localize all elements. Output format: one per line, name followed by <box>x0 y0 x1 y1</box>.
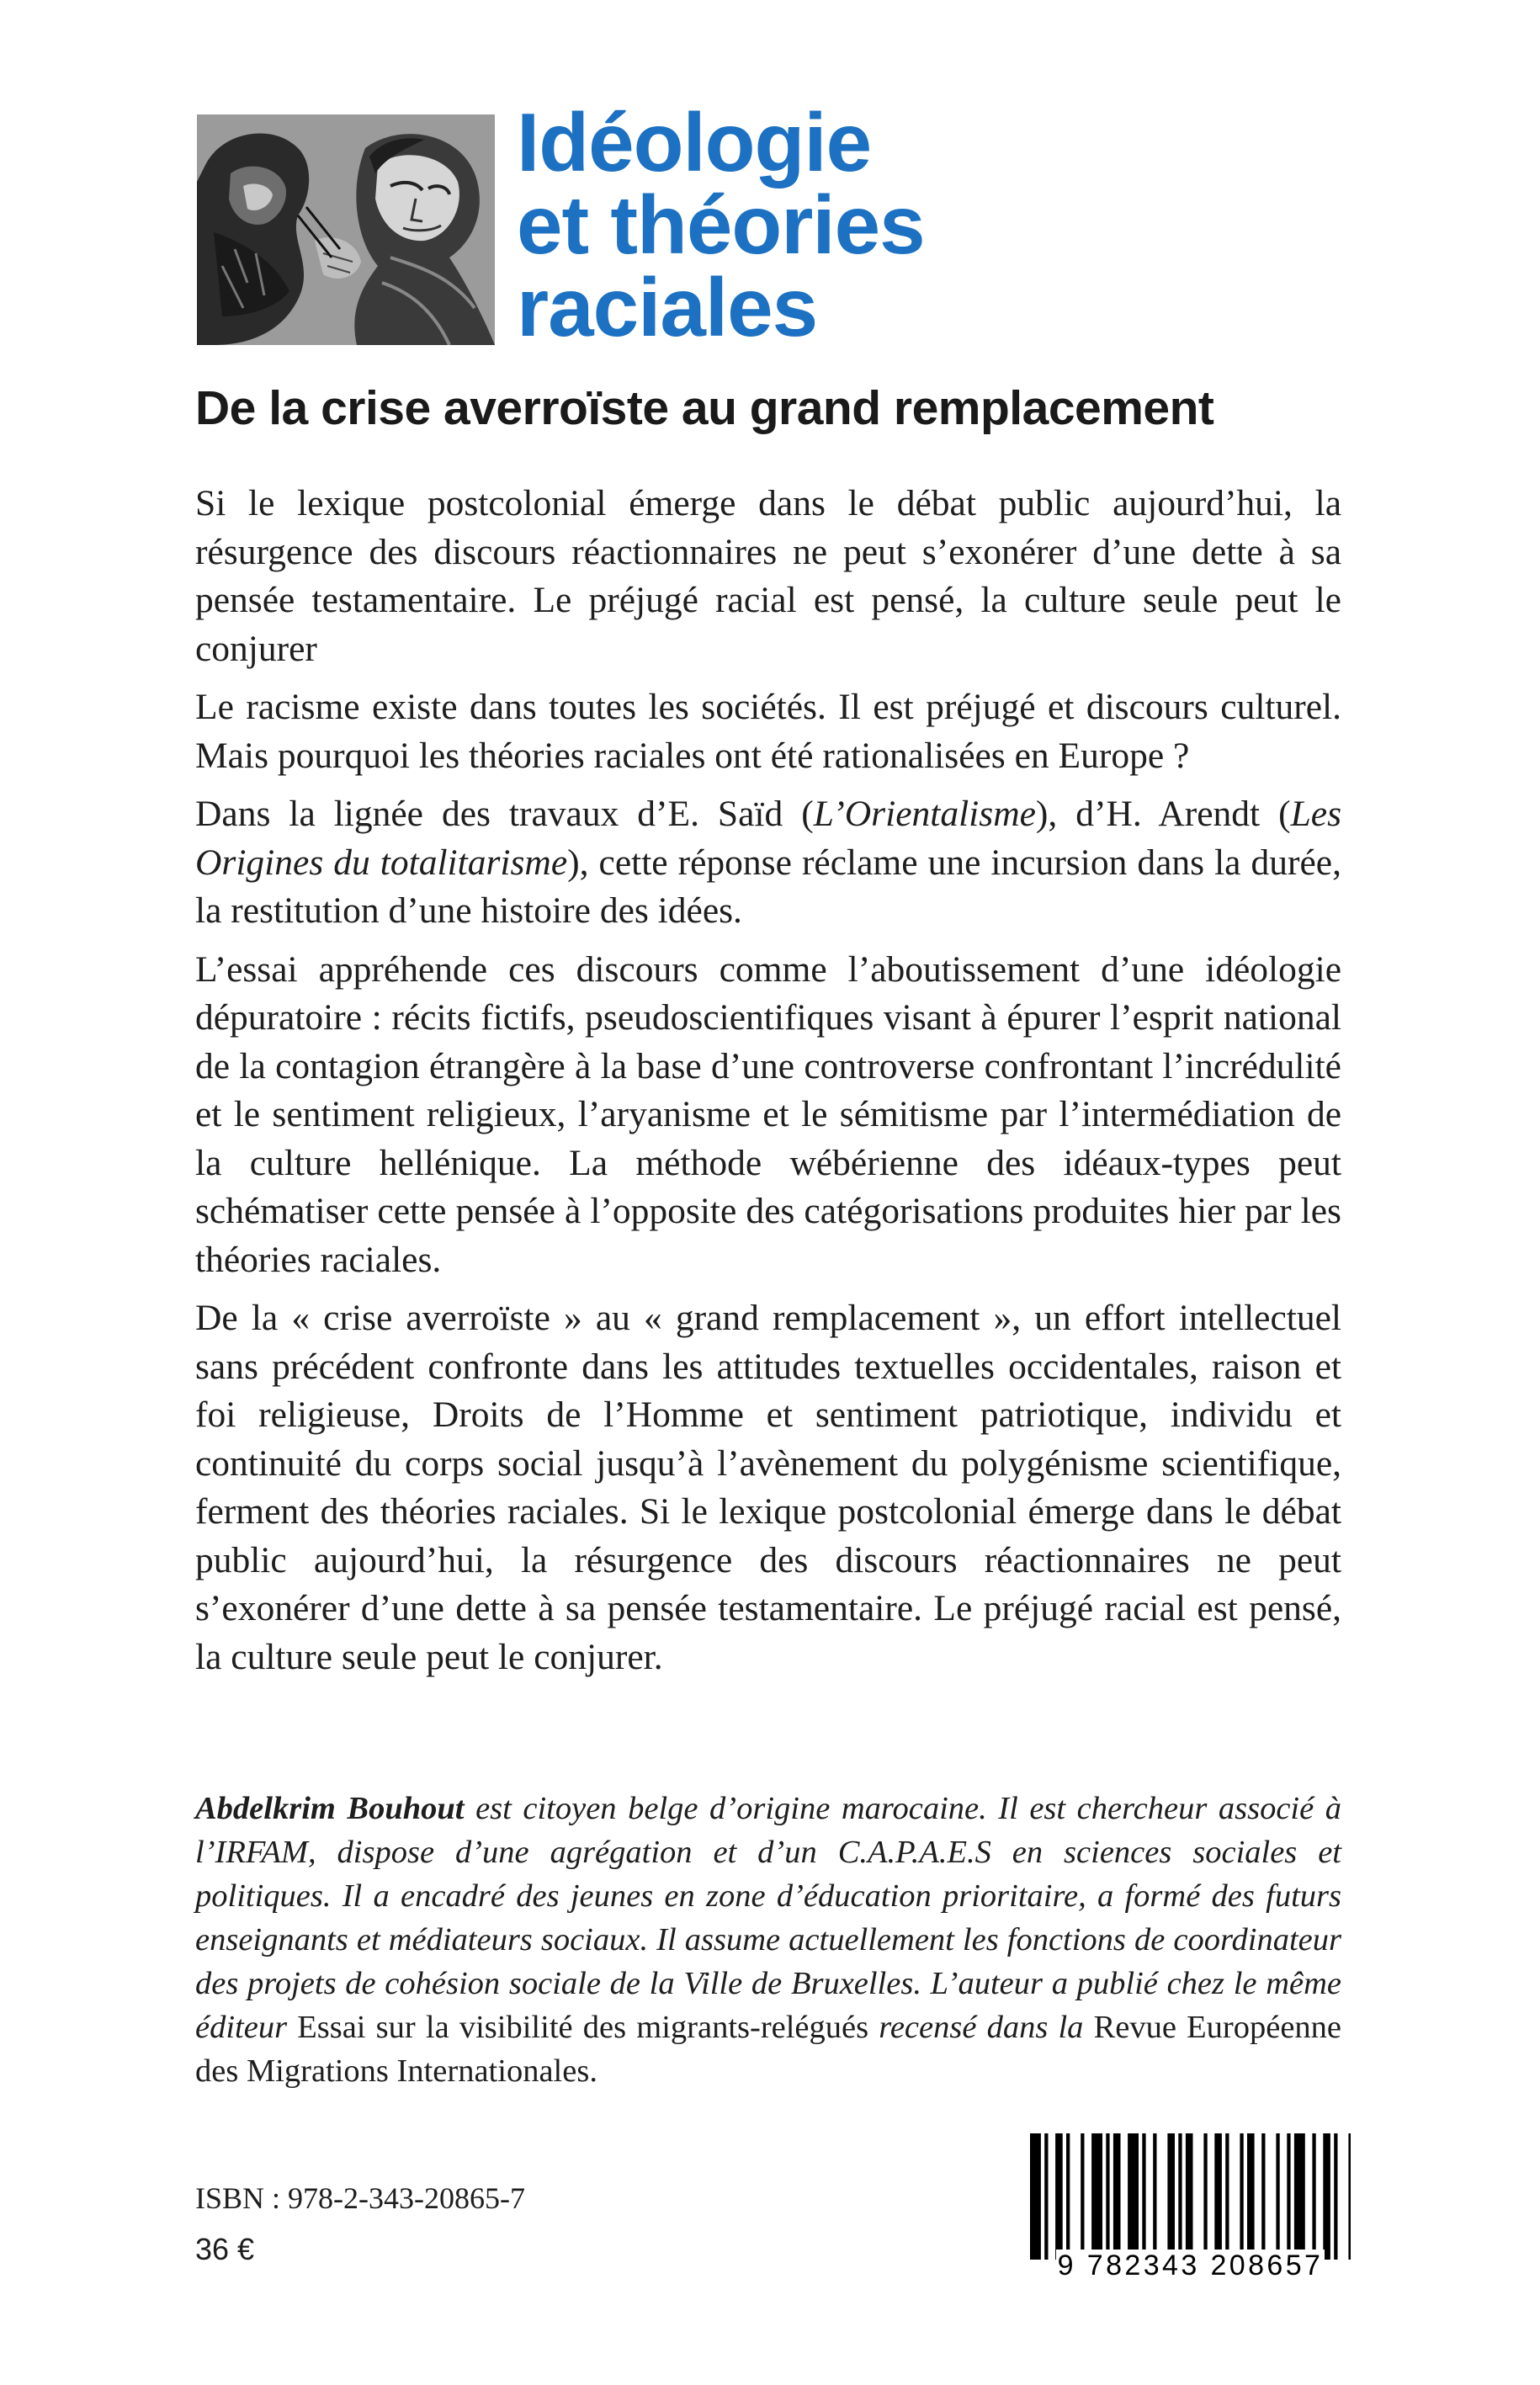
barcode-bar <box>1323 2133 1330 2260</box>
p3-book-orientalisme: L’Orientalisme <box>813 794 1036 834</box>
barcode-bar <box>1167 2133 1175 2260</box>
engraving-figures-image <box>197 114 495 345</box>
author-biography <box>195 1787 1341 2093</box>
barcode-bar <box>1203 2133 1207 2260</box>
barcode-bar <box>1225 2133 1229 2260</box>
barcode-bar <box>1055 2133 1063 2260</box>
price: 36 € <box>195 2232 255 2266</box>
title-line-3: raciales <box>517 261 818 353</box>
barcode-bar <box>1066 2133 1070 2260</box>
barcode-bar <box>1106 2133 1109 2260</box>
bio-text-3: . <box>589 2053 597 2089</box>
barcode-bar <box>1276 2133 1279 2260</box>
barcode-bar <box>1214 2133 1222 2260</box>
bio-text-1: est citoyen belge d’origine marocaine. Il est chercheur associé à l’IRFAM, dispose d’une agrégation et d’un C.A.P.A.E.S en sciences sociales et politiques. Il a encadré des jeunes en zone d’éducation prioritaire, a formé des futurs enseignants et médiateurs sociaux. Il assume actuellement les fonctions de coordinateur des projets de cohésion sociale de la Ville de Bruxelles. L’auteur a publié chez le même éditeur <box>195 1791 1342 2045</box>
p3-text-a: Dans la lignée des travaux d’E. Saïd ( <box>195 794 814 834</box>
barcode-bar <box>1081 2133 1084 2260</box>
book-title <box>517 96 1358 353</box>
barcode-bar <box>1153 2133 1156 2260</box>
bio-book-title: Essai sur la visibilité des migrants-relégués <box>297 2010 869 2045</box>
cover-illustration <box>197 114 495 345</box>
p3-text-c: ), d’H. Arendt ( <box>1035 794 1291 834</box>
back-cover-text <box>195 480 1341 1692</box>
isbn-number: ISBN : 978-2-343-20865-7 <box>195 2181 525 2215</box>
bio-text-2: recensé dans la <box>868 2010 1094 2045</box>
barcode-bar <box>1312 2133 1315 2260</box>
paragraph-4: L’essai appréhende ces discours comme l’aboutissement d’une idéologie dépuratoire : récits fictifs, pseudoscientifiques visant à épurer l’esprit national de la contagion étrangère à la base d’une controverse confrontant l’incrédulité et le sentiment religieux, l’aryanisme et le sémitisme par l’intermédiation de la culture hellénique. La méthode wébérienne des idéaux-types peut schématiser cette pensée à l’opposite des catégorisations produites hier par les théories raciales. <box>195 948 1341 1280</box>
barcode-bar <box>1334 2133 1337 2260</box>
barcode-bar <box>1091 2133 1102 2260</box>
paragraph-5: De la « crise averroïste » au « grand remplacement », un effort intellectuel sans précédent confronte dans les attitudes textuelles occidentales, raison et foi religieuse, Droits de l’Homme et sentiment patriotique, individu et continuité du corps social jusqu’à l’avènement du polygénisme scientifique, ferment des théories raciales. Si le lexique postcolonial émerge dans le débat public aujourd’hui, la résurgence des discours réactionnaires ne peut s’exonérer d’une dette à sa pensée testamentaire. Le préjugé racial est pensé, la culture seule peut le conjurer. <box>195 1298 1341 1677</box>
paragraph-3 <box>195 790 1341 936</box>
barcode-bar <box>1178 2133 1182 2260</box>
barcode-bar <box>1030 2133 1041 2260</box>
bio-journal-title: Revue Européenne des Migrations Internationales <box>195 2010 1341 2089</box>
title-line-1: Idéologie <box>517 96 872 189</box>
p3-text-e: ), cette réponse réclame une incursion dans la durée, la restitution d’une histoire des idées. <box>195 842 1341 931</box>
barcode-bar <box>1247 2133 1255 2260</box>
paragraph-2: Le racisme existe dans toutes les sociétés. Il est préjugé et discours culturel. Mais pourquoi les théories raciales ont été rationalisées en Europe ? <box>195 687 1341 776</box>
paragraph-1: Si le lexique postcolonial émerge dans le débat public aujourd’hui, la résurgence des discours réactionnaires ne peut s’exonérer d’une dette à sa pensée testamentaire. Le préjugé racial est pensé, la culture seule peut le conjurer <box>195 483 1341 669</box>
barcode-bar <box>1186 2133 1193 2260</box>
barcode-bar <box>1128 2133 1139 2260</box>
barcode-bar <box>1240 2133 1243 2260</box>
p3-book-origines: Les Origines du totalitarisme <box>195 794 1341 883</box>
barcode-bar <box>1142 2133 1145 2260</box>
barcode-bar <box>1294 2133 1305 2260</box>
barcode-bar <box>1044 2133 1048 2260</box>
barcode-bar <box>1113 2133 1121 2260</box>
author-name: Abdelkrim Bouhout <box>195 1791 465 1826</box>
barcode-bar <box>1348 2133 1351 2260</box>
title-line-2: et théories <box>517 178 925 271</box>
book-subtitle: De la crise averroïste au grand remplacement <box>195 381 1214 435</box>
barcode-bar <box>1261 2133 1265 2260</box>
barcode-digits <box>1025 2249 1356 2282</box>
barcode-bar <box>1287 2133 1290 2260</box>
barcode-digits-text: 9 782343 208657 <box>1057 2250 1324 2281</box>
